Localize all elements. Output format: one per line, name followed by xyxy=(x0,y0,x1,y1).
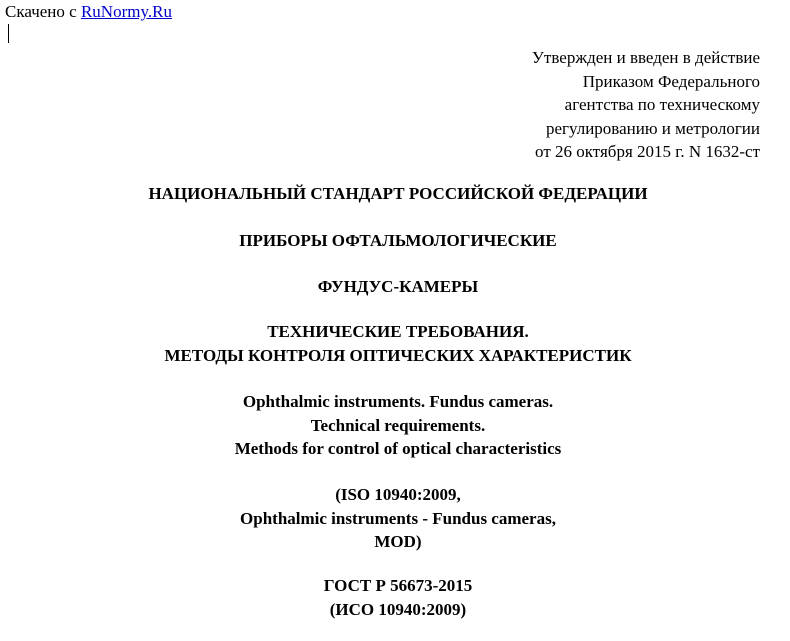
requirements-heading xyxy=(0,320,790,367)
approval-line: от 26 октября 2015 г. N 1632-ст xyxy=(535,142,760,161)
gost-number: ГОСТ Р 56673-2015 xyxy=(323,576,473,595)
text-cursor xyxy=(8,24,9,43)
source-line xyxy=(5,2,172,22)
approval-line: агентства по техническому xyxy=(564,95,760,114)
english-title-line: Methods for control of optical characteristics xyxy=(234,439,562,458)
national-standard-title: НАЦИОНАЛЬНЫЙ СТАНДАРТ РОССИЙСКОЙ ФЕДЕРАЦИИ xyxy=(148,184,648,203)
standard-designation xyxy=(0,574,790,621)
iso-reference xyxy=(0,483,790,554)
requirements-line: МЕТОДЫ КОНТРОЛЯ ОПТИЧЕСКИХ ХАРАКТЕРИСТИК xyxy=(164,345,632,365)
cameras-heading xyxy=(0,275,790,299)
approval-line: Приказом Федерального xyxy=(582,71,760,91)
english-title xyxy=(0,390,790,461)
instruments-title: ПРИБОРЫ ОФТАЛЬМОЛОГИЧЕСКИЕ xyxy=(239,231,557,250)
approval-line: регулированию и метрологии xyxy=(545,118,760,138)
runormy-link[interactable]: RuNormy.Ru xyxy=(80,2,172,21)
requirements-line: ТЕХНИЧЕСКИЕ ТРЕБОВАНИЯ. xyxy=(267,322,529,341)
iso-reference-line: MOD) xyxy=(374,532,422,551)
approval-line: Утвержден и введен в действие xyxy=(531,48,760,67)
iso-number: (ИСО 10940:2009) xyxy=(329,599,467,619)
national-standard-heading xyxy=(0,182,790,206)
english-title-line: Technical requirements. xyxy=(310,415,486,435)
cameras-title: ФУНДУС-КАМЕРЫ xyxy=(317,277,479,296)
iso-reference-line: (ISO 10940:2009, xyxy=(335,485,461,504)
instruments-heading xyxy=(0,229,790,253)
approval-note xyxy=(532,46,760,164)
english-title-line: Ophthalmic instruments. Fundus cameras. xyxy=(242,392,554,411)
iso-reference-line: Ophthalmic instruments - Fundus cameras, xyxy=(240,508,556,528)
source-prefix: Скачено с xyxy=(5,2,81,21)
